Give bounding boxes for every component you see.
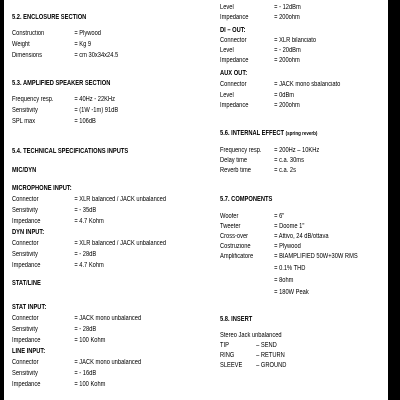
spec-key: Impedance — [12, 218, 41, 225]
tech-section-title: 5.4. TECHNICAL SPECIFICATIONS INPUTS — [12, 148, 129, 155]
spec-value: = XLR balanced / JACK unbalanced — [74, 240, 167, 247]
spec-value: = 200ohm — [274, 102, 300, 109]
spec-row — [12, 380, 105, 389]
spec-value: = Plywood — [274, 243, 301, 250]
spec-row — [220, 222, 304, 231]
spec-value: = - 35dB — [74, 207, 97, 214]
spec-row — [12, 358, 141, 367]
spec-row — [12, 336, 105, 345]
spec-key: Connector — [12, 315, 39, 322]
spec-key: Impedance — [220, 14, 249, 21]
spec-row — [12, 325, 96, 334]
spec-key: Connector — [12, 359, 39, 366]
mic-input-label: MICROPHONE INPUT: — [12, 185, 72, 192]
spec-value: = - 28dB — [74, 326, 97, 333]
spec-key: Connector — [12, 240, 39, 247]
spec-row — [12, 195, 166, 204]
spec-row — [220, 232, 329, 241]
spec-key: SPL max — [12, 118, 36, 125]
spec-value: = 100 Kohm — [74, 337, 106, 344]
stat-input-label: STAT INPUT: — [12, 304, 47, 311]
amplified-section-title: 5.3. AMPLIFIED SPEAKER SECTION — [12, 80, 111, 87]
components-title: 5.7. COMPONENTS — [220, 196, 273, 203]
spec-key: Delay time — [220, 157, 248, 164]
line-input-label: LINE INPUT: — [12, 348, 46, 355]
spec-value: = (1W -1m) 91dB — [74, 107, 119, 114]
spec-value: = 4.7 Kohm — [74, 262, 104, 269]
spec-row — [12, 95, 115, 104]
spec-row — [12, 206, 96, 215]
spec-value: = JACK mono unbalanced — [74, 359, 142, 366]
spec-value: = BIAMPLIFIED 50W+30W RMS — [274, 253, 358, 260]
spec-value: = Doome 1" — [274, 223, 305, 230]
spec-row — [12, 369, 96, 378]
spec-row — [220, 146, 319, 155]
spec-row — [220, 276, 293, 285]
spec-row — [220, 212, 284, 221]
insert-title: 5.8. INSERT — [220, 316, 253, 323]
spec-value: = JACK mono unbalanced — [74, 315, 142, 322]
spec-key: Level — [220, 47, 234, 54]
spec-value: = c.a. 2s — [274, 167, 296, 174]
spec-key: Level — [220, 92, 234, 99]
spec-value: = 100 Kohm — [74, 381, 106, 388]
spec-value: = - 12dBm — [274, 4, 301, 11]
mic-dyn-label: MIC/DYN — [12, 167, 37, 174]
spec-key: Impedance — [220, 57, 249, 64]
insert-value: – SEND — [256, 342, 277, 349]
spec-value: = 200ohm — [274, 57, 300, 64]
spec-key: Impedance — [12, 337, 41, 344]
spec-value: = 0.1% THD — [274, 265, 306, 272]
spec-value: = 40Hz - 22KHz — [74, 96, 115, 103]
spec-row — [12, 217, 104, 226]
spec-key: Impedance — [220, 102, 249, 109]
insert-subtitle: Stereo Jack unbalanced — [220, 332, 282, 339]
internal-effect-subtitle: (spring reverb) — [285, 131, 318, 137]
spec-row — [12, 314, 141, 323]
spec-key: Sensitivity — [12, 207, 38, 214]
insert-row — [220, 341, 277, 350]
spec-key: Connector — [220, 81, 247, 88]
insert-row — [220, 361, 286, 370]
insert-key: TIP — [220, 342, 229, 349]
spec-key: Construction — [12, 30, 45, 37]
spec-row — [220, 101, 300, 110]
spec-key: Tweeter — [220, 223, 241, 230]
spec-row — [12, 106, 118, 115]
spec-value: = 0dBm — [274, 92, 295, 99]
stat-line-label: STAT/LINE — [12, 280, 41, 287]
spec-row — [220, 264, 305, 273]
spec-value: = - 28dB — [74, 251, 97, 258]
spec-row — [220, 46, 301, 55]
spec-value: = Kg 9 — [74, 41, 92, 48]
spec-value: = c.a. 30ms — [274, 157, 304, 164]
spec-value: = 180W Peak — [274, 289, 309, 296]
spec-row — [220, 80, 340, 89]
spec-key: Cross-over — [220, 233, 249, 240]
spec-row — [220, 36, 316, 45]
di-out-label: DI – OUT: — [220, 27, 246, 34]
spec-row — [12, 40, 91, 49]
spec-key: Frequency resp. — [12, 96, 54, 103]
spec-row — [220, 252, 358, 261]
spec-key: Impedance — [12, 262, 41, 269]
spec-row — [220, 166, 296, 175]
internal-effect-title — [220, 129, 317, 139]
spec-key: Frequency resp. — [220, 147, 262, 154]
spec-key: Sensitivity — [12, 107, 38, 114]
spec-key: Dimensions — [12, 52, 42, 59]
spec-value: = XLR balanced / JACK unbalanced — [74, 196, 167, 203]
insert-row — [220, 351, 285, 360]
spec-row — [220, 91, 294, 100]
spec-row — [220, 3, 301, 12]
spec-value: = 4.7 Kohm — [74, 218, 104, 225]
spec-value: = 106dB — [74, 118, 96, 125]
spec-row — [12, 250, 96, 259]
spec-key: Costruzione — [220, 243, 251, 250]
internal-effect-title-text: 5.6. INTERNAL EFFECT — [220, 130, 284, 137]
spec-row — [220, 288, 309, 297]
spec-row — [220, 13, 300, 22]
spec-value: = - 20dBm — [274, 47, 301, 54]
spec-key: Amplificatore — [220, 253, 254, 260]
spec-key: Sensitivity — [12, 370, 38, 377]
insert-value: – RETURN — [256, 352, 285, 359]
spec-key: Connector — [12, 196, 39, 203]
spec-key: Level — [220, 4, 234, 11]
spec-row — [220, 56, 300, 65]
spec-row — [12, 261, 104, 270]
spec-key: Impedance — [12, 381, 41, 388]
spec-key: Woofer — [220, 213, 239, 220]
spec-row — [12, 29, 101, 38]
spec-value: = Plywood — [74, 30, 101, 37]
enclosure-section-title: 5.2. ENCLOSURE SECTION — [12, 14, 87, 21]
spec-key: Sensitivity — [12, 251, 38, 258]
spec-value: = 8ohm — [274, 277, 294, 284]
spec-value: = Attivo, 24 dB/ottava — [274, 233, 329, 240]
spec-value: = cm 30x34x24.5 — [74, 52, 119, 59]
spec-value: = - 16dB — [74, 370, 97, 377]
spec-key: Reverb time — [220, 167, 251, 174]
spec-value: = JACK mono sbalanciato — [274, 81, 341, 88]
spec-value: = XLR bilanciato — [274, 37, 317, 44]
insert-key: SLEEVE — [220, 362, 243, 369]
insert-key: RING — [220, 352, 235, 359]
aux-out-label: AUX OUT: — [220, 70, 248, 77]
dyn-input-label: DYN INPUT: — [12, 229, 45, 236]
spec-row — [12, 117, 96, 126]
spec-value: = 200ohm — [274, 14, 300, 21]
spec-key: Weight — [12, 41, 30, 48]
spec-row — [12, 51, 118, 60]
spec-key: Sensitivity — [12, 326, 38, 333]
spec-row — [12, 239, 166, 248]
spec-key: Connector — [220, 37, 247, 44]
insert-value: – GROUND — [256, 362, 287, 369]
spec-row — [220, 156, 304, 165]
manual-page — [4, 0, 388, 400]
spec-value: = 6" — [274, 213, 285, 220]
spec-value: = 200Hz – 10KHz — [274, 147, 320, 154]
spec-row — [220, 242, 301, 251]
